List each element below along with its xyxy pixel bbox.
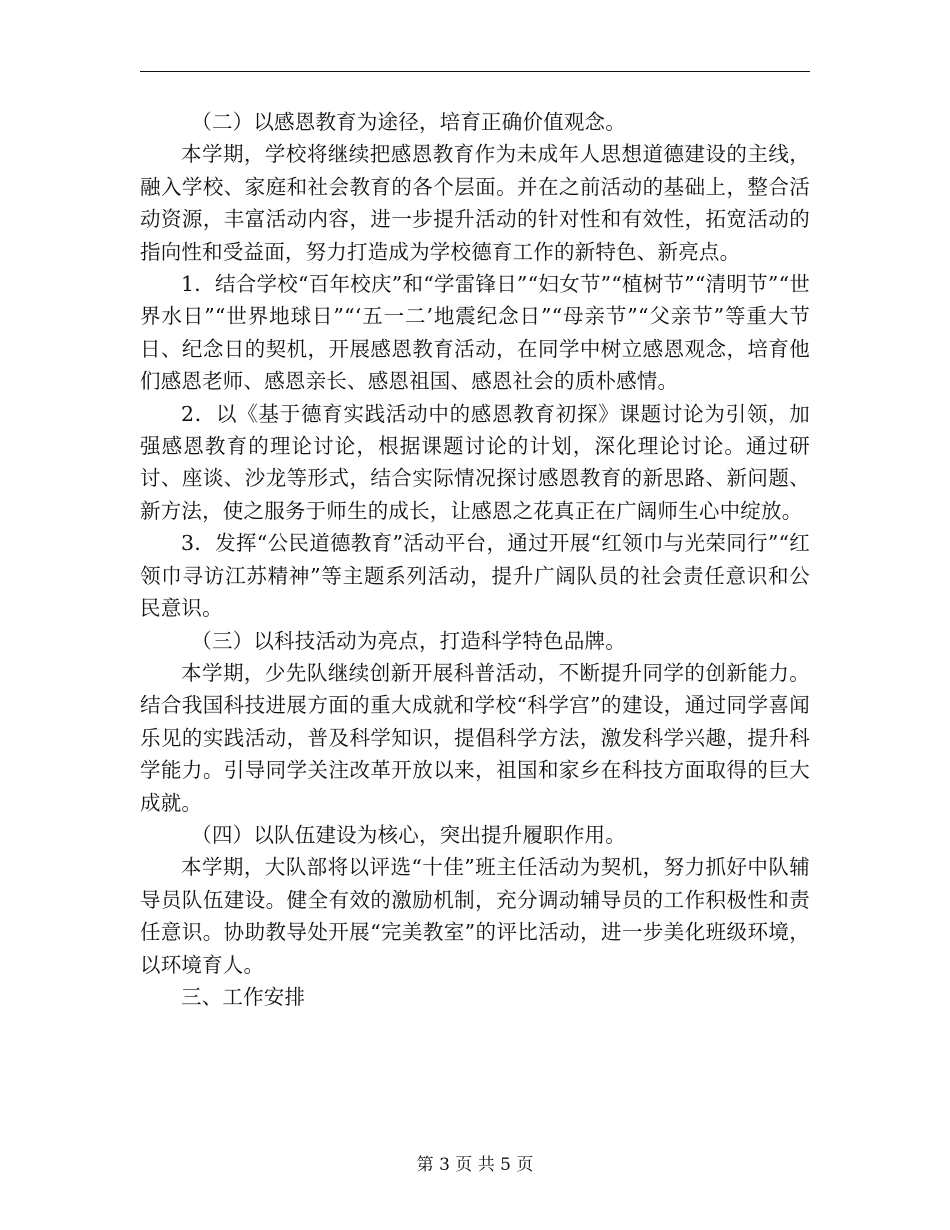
section-heading-3: （三）以科技活动为亮点，打造科学特色品牌。 xyxy=(191,628,626,653)
section-title-work-plan: 三、工作安排 xyxy=(181,984,306,1009)
list-item-2: 2．以《基于德育实践活动中的感恩教育初探》课题讨论为引领，加强感恩教育的理论讨论，根据课题讨论的计划，深化理论讨论。通过研讨、座谈、沙龙等形式，结合实际情况探讨感恩教育的新思路、新问题、新方法，使之服务于师生的成长，让感恩之花真正在广阔师生心中绽放。 xyxy=(140,401,810,523)
paragraph: 本学期，少先队继续创新开展科普活动，不断提升同学的创新能力。结合我国科技进展方面的重大成就和学校“科学宫”的建设，通过同学喜闻乐见的实践活动，普及科学知识，提倡科学方法，激发科学兴趣，提升科学能力。引导同学关注改革开放以来，祖国和家乡在科技方面取得的巨大成就。 xyxy=(140,660,810,815)
paragraph: 本学期，大队部将以评选“十佳”班主任活动为契机，努力抓好中队辅导员队伍建设。健全有效的激励机制，充分调动辅导员的工作积极性和责任意识。协助教导处开展“完美教室”的评比活动，进一步美化班级环境，以环境育人。 xyxy=(140,855,810,977)
header-rule xyxy=(140,71,810,72)
section-heading-4: （四）以队伍建设为核心，突出提升履职作用。 xyxy=(191,822,626,847)
paragraph: 本学期，学校将继续把感恩教育作为未成年人思想道德建设的主线，融入学校、家庭和社会教育的各个层面。并在之前活动的基础上，整合活动资源，丰富活动内容，进一步提升活动的针对性和有效性，拓宽活动的指向性和受益面，努力打造成为学校德育工作的新特色、新亮点。 xyxy=(140,142,810,264)
document-body xyxy=(140,106,810,1013)
section-heading-2: （二）以感恩教育为途径，培育正确价值观念。 xyxy=(191,110,626,134)
list-item-1: 1．结合学校“百年校庆”和“学雷锋日”“妇女节”“植树节”“清明节”“世界水日”“世界地球日”“‘五一二’地震纪念日”“母亲节”“父亲节”等重大节日、纪念日的契机，开展感恩教育活动，在同学中树立感恩观念，培育他们感恩老师、感恩亲长、感恩祖国、感恩社会的质朴感情。 xyxy=(140,272,810,394)
page-number: 第 3 页 共 5 页 xyxy=(416,1155,534,1175)
list-item-3: 3．发挥“公民道德教育”活动平台，通过开展“红领巾与光荣同行”“红领巾寻访江苏精神”等主题系列活动，提升广阔队员的社会责任意识和公民意识。 xyxy=(140,531,810,621)
